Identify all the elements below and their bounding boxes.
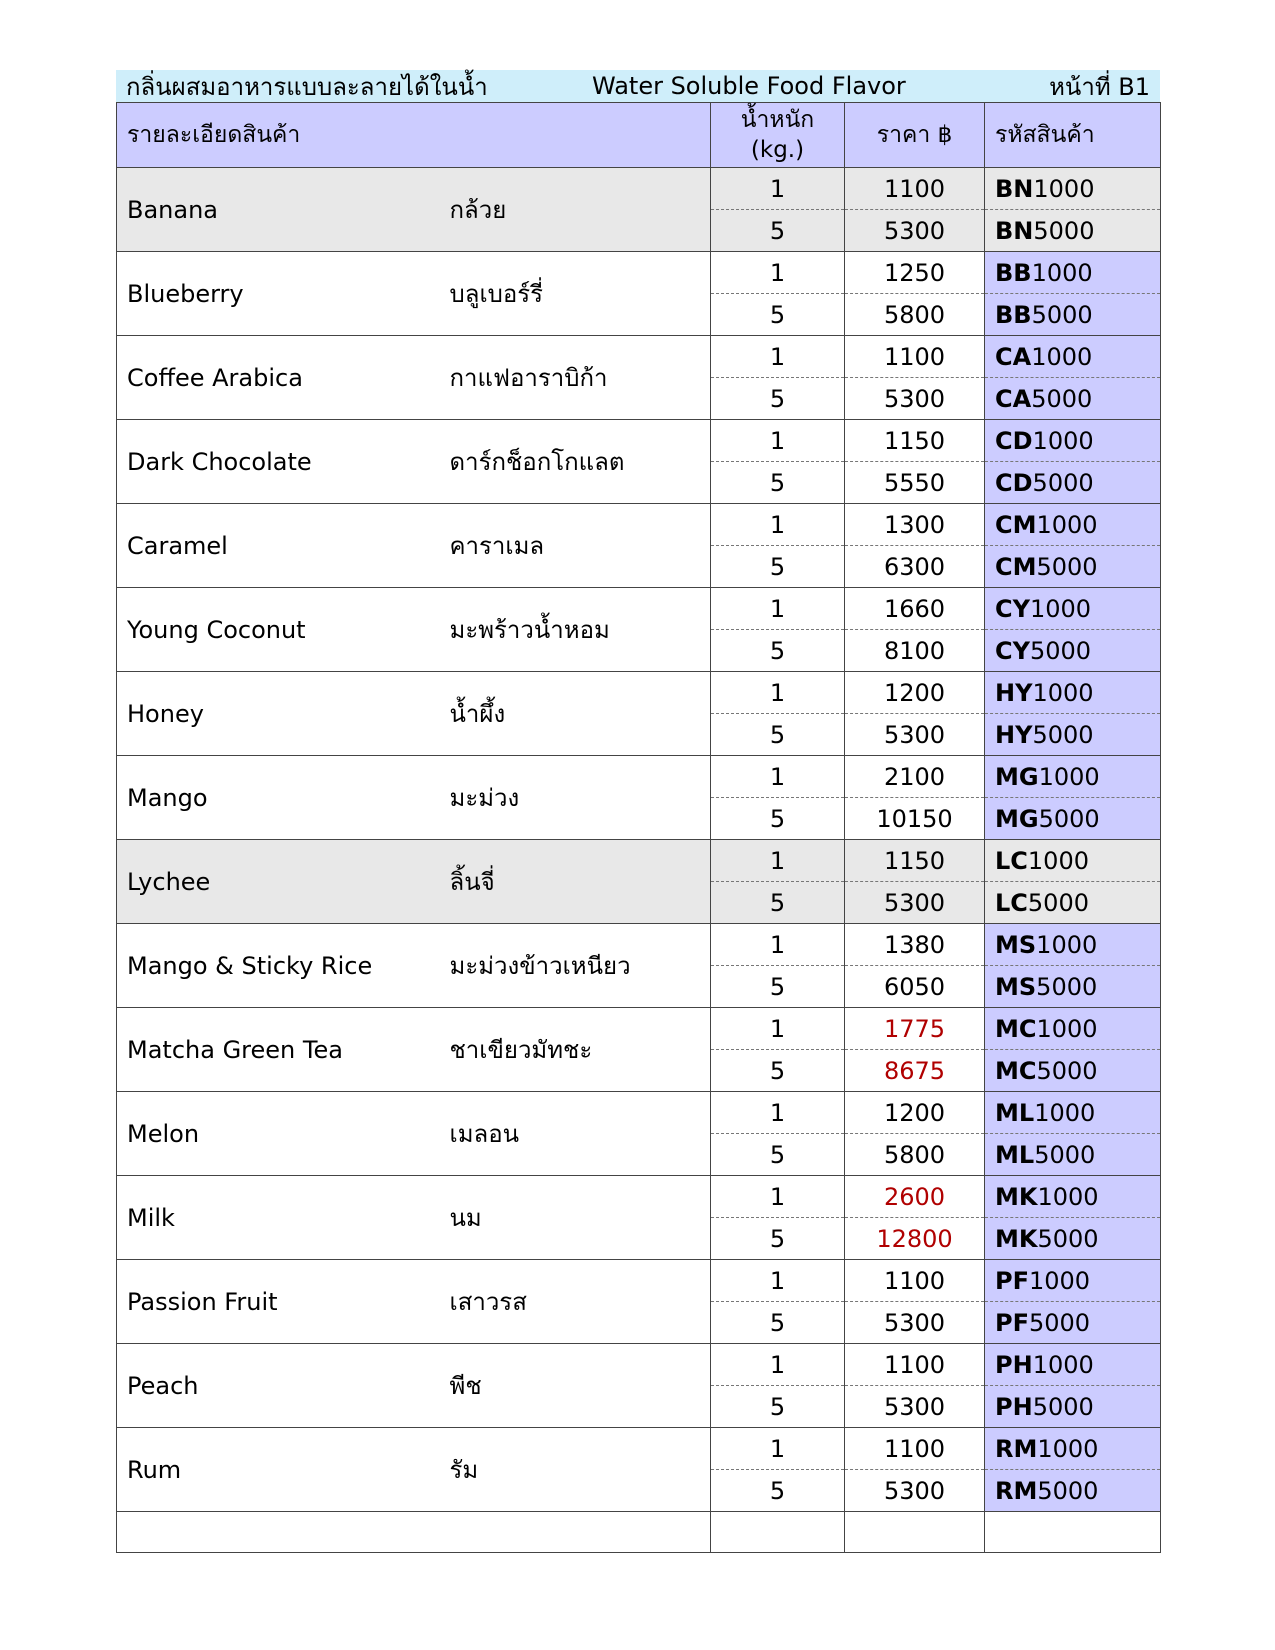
product-code-cell (985, 630, 1161, 672)
product-code-number: 1000 (1028, 1266, 1091, 1295)
product-code-prefix: MG (995, 762, 1039, 791)
product-code-number: 1000 (1034, 1098, 1096, 1127)
product-code-cell (985, 252, 1161, 294)
product-code-number: 1000 (1032, 426, 1094, 455)
product-code-number: 5000 (1037, 1224, 1099, 1253)
product-name-en: Young Coconut (117, 588, 435, 672)
product-name-th: ดาร์กช็อกโกแลต (435, 420, 711, 504)
english-title: Water Soluble Food Flavor (592, 72, 906, 100)
product-code-prefix: BN (995, 174, 1034, 203)
price-cell: 1100 (845, 336, 985, 378)
weight-cell: 1 (711, 252, 845, 294)
price-cell: 8675 (845, 1050, 985, 1092)
product-code-number: 1000 (1033, 174, 1095, 203)
product-code-cell (985, 336, 1161, 378)
weight-cell: 1 (711, 840, 845, 882)
table-row (117, 1092, 1161, 1134)
product-name-en: Mango & Sticky Rice (117, 924, 435, 1008)
product-code-cell (985, 672, 1161, 714)
product-code-cell (985, 1092, 1161, 1134)
product-code-cell (985, 924, 1161, 966)
column-header-price: ราคา ฿ (845, 103, 985, 168)
price-cell: 1150 (845, 420, 985, 462)
product-code-cell (985, 1050, 1161, 1092)
table-row (117, 168, 1161, 210)
product-code-prefix: CM (995, 552, 1037, 581)
product-code-prefix: CY (995, 636, 1030, 665)
product-code-number: 1000 (1031, 342, 1093, 371)
weight-cell: 1 (711, 1176, 845, 1218)
product-name-th: มะพร้าวน้ำหอม (435, 588, 711, 672)
price-cell: 5800 (845, 1134, 985, 1176)
product-code-number: 1000 (1036, 930, 1098, 959)
price-cell: 1100 (845, 168, 985, 210)
product-code-cell (985, 1302, 1161, 1344)
title-bar (116, 70, 1160, 102)
product-code-prefix: BB (995, 300, 1032, 329)
price-cell: 10150 (845, 798, 985, 840)
weight-cell: 5 (711, 546, 845, 588)
product-name-th: ชาเขียวมัทชะ (435, 1008, 711, 1092)
column-header-weight (711, 103, 845, 168)
weight-cell: 1 (711, 1428, 845, 1470)
weight-cell: 5 (711, 1050, 845, 1092)
product-code-prefix: CA (995, 384, 1032, 413)
price-cell: 2100 (845, 756, 985, 798)
column-header-code: รหัสสินค้า (985, 103, 1161, 168)
product-name-th: เสาวรส (435, 1260, 711, 1344)
product-code-cell (985, 1470, 1161, 1512)
price-cell: 5300 (845, 1302, 985, 1344)
weight-cell: 1 (711, 168, 845, 210)
product-code-prefix: MK (995, 1182, 1038, 1211)
price-cell: 1300 (845, 504, 985, 546)
product-code-cell (985, 168, 1161, 210)
weight-cell: 1 (711, 924, 845, 966)
product-code-prefix: LC (995, 888, 1028, 917)
weight-cell: 5 (711, 1218, 845, 1260)
price-cell: 6300 (845, 546, 985, 588)
product-code-number: 5000 (1032, 468, 1094, 497)
empty-cell (845, 1512, 985, 1553)
product-name-th: คาราเมล (435, 504, 711, 588)
price-cell: 1380 (845, 924, 985, 966)
weight-cell: 1 (711, 1008, 845, 1050)
product-code-cell (985, 1344, 1161, 1386)
weight-cell: 5 (711, 1470, 845, 1512)
weight-cell: 1 (711, 1260, 845, 1302)
product-code-cell (985, 1260, 1161, 1302)
price-cell: 1200 (845, 672, 985, 714)
product-code-prefix: MS (995, 930, 1037, 959)
product-code-cell (985, 1428, 1161, 1470)
product-code-number: 5000 (1031, 384, 1093, 413)
price-cell: 8100 (845, 630, 985, 672)
product-name-th: กาแฟอาราบิก้า (435, 336, 711, 420)
product-code-cell (985, 462, 1161, 504)
product-name-th: เมลอน (435, 1092, 711, 1176)
product-code-prefix: PF (995, 1266, 1029, 1295)
price-list-sheet (116, 70, 1160, 1553)
price-cell: 5300 (845, 210, 985, 252)
product-code-cell (985, 1176, 1161, 1218)
product-name-en: Caramel (117, 504, 435, 588)
product-code-prefix: HY (995, 720, 1033, 749)
product-name-th: นม (435, 1176, 711, 1260)
product-code-prefix: ML (995, 1140, 1035, 1169)
weight-cell: 1 (711, 420, 845, 462)
product-code-cell (985, 714, 1161, 756)
product-name-en: Coffee Arabica (117, 336, 435, 420)
price-cell: 1100 (845, 1428, 985, 1470)
product-code-cell (985, 546, 1161, 588)
product-code-cell (985, 294, 1161, 336)
product-code-cell (985, 882, 1161, 924)
product-code-number: 5000 (1037, 1476, 1099, 1505)
product-code-number: 1000 (1027, 846, 1089, 875)
empty-cell (117, 1512, 711, 1553)
weight-cell: 1 (711, 504, 845, 546)
weight-header-line1: น้ำหนัก (740, 107, 815, 133)
product-code-prefix: CA (995, 342, 1032, 371)
price-cell: 1100 (845, 1260, 985, 1302)
product-name-th: มะม่วง (435, 756, 711, 840)
product-name-en: Banana (117, 168, 435, 252)
product-name-th: รัม (435, 1428, 711, 1512)
product-code-prefix: MC (995, 1056, 1037, 1085)
product-code-prefix: CD (995, 468, 1033, 497)
product-code-prefix: PH (995, 1350, 1033, 1379)
product-code-number: 5000 (1036, 552, 1098, 581)
table-row (117, 1260, 1161, 1302)
price-cell: 5300 (845, 1386, 985, 1428)
price-cell: 5300 (845, 882, 985, 924)
product-code-number: 1000 (1032, 678, 1094, 707)
table-row (117, 1344, 1161, 1386)
price-cell: 1150 (845, 840, 985, 882)
table-row (117, 1008, 1161, 1050)
weight-cell: 1 (711, 1092, 845, 1134)
price-cell: 5300 (845, 714, 985, 756)
product-name-en: Peach (117, 1344, 435, 1428)
product-code-prefix: MS (995, 972, 1037, 1001)
product-code-number: 5000 (1028, 1308, 1091, 1337)
price-cell: 1200 (845, 1092, 985, 1134)
table-row (117, 672, 1161, 714)
price-cell: 1775 (845, 1008, 985, 1050)
product-code-number: 1000 (1038, 762, 1100, 791)
product-name-en: Rum (117, 1428, 435, 1512)
price-cell: 1100 (845, 1344, 985, 1386)
page-label: หน้าที่ B1 (1049, 72, 1150, 101)
weight-cell: 1 (711, 336, 845, 378)
column-header-description: รายละเอียดสินค้า (117, 103, 711, 168)
thai-title: กลิ่นผสมอาหารแบบละลายได้ในน้ำ (126, 72, 488, 101)
product-code-prefix: RM (995, 1434, 1038, 1463)
weight-cell: 5 (711, 210, 845, 252)
product-code-number: 5000 (1036, 972, 1098, 1001)
weight-cell: 5 (711, 882, 845, 924)
product-name-th: น้ำผึ้ง (435, 672, 711, 756)
product-code-cell (985, 1134, 1161, 1176)
product-code-number: 5000 (1038, 804, 1100, 833)
product-code-number: 1000 (1031, 258, 1093, 287)
price-cell: 5550 (845, 462, 985, 504)
product-name-en: Milk (117, 1176, 435, 1260)
product-code-number: 1000 (1036, 1014, 1098, 1043)
product-code-prefix: MG (995, 804, 1039, 833)
product-code-prefix: PH (995, 1392, 1033, 1421)
product-code-prefix: LC (995, 846, 1028, 875)
product-code-prefix: HY (995, 678, 1033, 707)
product-code-cell (985, 1218, 1161, 1260)
table-row (117, 420, 1161, 462)
product-code-number: 5000 (1030, 636, 1092, 665)
weight-cell: 5 (711, 1134, 845, 1176)
weight-cell: 1 (711, 672, 845, 714)
product-code-cell (985, 798, 1161, 840)
product-code-prefix: MC (995, 1014, 1037, 1043)
product-name-en: Lychee (117, 840, 435, 924)
price-cell: 2600 (845, 1176, 985, 1218)
weight-cell: 1 (711, 588, 845, 630)
price-cell: 5300 (845, 378, 985, 420)
empty-row (117, 1512, 1161, 1553)
product-name-en: Melon (117, 1092, 435, 1176)
product-name-th: บลูเบอร์รี่ (435, 252, 711, 336)
product-code-number: 1000 (1032, 1350, 1094, 1379)
weight-cell: 5 (711, 462, 845, 504)
price-cell: 5800 (845, 294, 985, 336)
product-code-cell (985, 966, 1161, 1008)
table-row (117, 1176, 1161, 1218)
product-code-number: 1000 (1037, 1182, 1099, 1211)
product-code-cell (985, 378, 1161, 420)
product-name-en: Dark Chocolate (117, 420, 435, 504)
table-row (117, 1428, 1161, 1470)
weight-cell: 5 (711, 966, 845, 1008)
product-name-en: Mango (117, 756, 435, 840)
product-code-prefix: ML (995, 1098, 1035, 1127)
product-code-number: 1000 (1037, 1434, 1099, 1463)
product-code-prefix: BB (995, 258, 1032, 287)
table-row (117, 924, 1161, 966)
weight-cell: 1 (711, 756, 845, 798)
price-cell: 1660 (845, 588, 985, 630)
weight-header-line2: (kg.) (750, 137, 805, 163)
product-code-number: 5000 (1032, 1392, 1094, 1421)
product-name-th: ลิ้นจี่ (435, 840, 711, 924)
price-cell: 6050 (845, 966, 985, 1008)
product-code-number: 5000 (1032, 720, 1094, 749)
product-code-number: 5000 (1031, 300, 1093, 329)
product-code-cell (985, 210, 1161, 252)
table-row (117, 252, 1161, 294)
empty-cell (711, 1512, 845, 1553)
product-code-number: 1000 (1030, 594, 1092, 623)
product-name-th: มะม่วงข้าวเหนียว (435, 924, 711, 1008)
product-code-cell (985, 756, 1161, 798)
product-code-number: 5000 (1034, 1140, 1096, 1169)
product-code-cell (985, 1008, 1161, 1050)
product-code-cell (985, 588, 1161, 630)
table-row (117, 504, 1161, 546)
product-code-cell (985, 1386, 1161, 1428)
product-code-prefix: CY (995, 594, 1030, 623)
table-row (117, 588, 1161, 630)
table-row (117, 336, 1161, 378)
weight-cell: 5 (711, 1302, 845, 1344)
product-code-prefix: MK (995, 1224, 1038, 1253)
product-name-en: Passion Fruit (117, 1260, 435, 1344)
product-code-cell (985, 504, 1161, 546)
price-cell: 1250 (845, 252, 985, 294)
product-name-en: Matcha Green Tea (117, 1008, 435, 1092)
product-name-th: กล้วย (435, 168, 711, 252)
table-row (117, 756, 1161, 798)
product-code-prefix: PF (995, 1308, 1029, 1337)
weight-cell: 5 (711, 378, 845, 420)
product-code-prefix: CM (995, 510, 1037, 539)
product-code-prefix: CD (995, 426, 1033, 455)
weight-cell: 5 (711, 294, 845, 336)
table-header-row (117, 103, 1161, 168)
weight-cell: 5 (711, 798, 845, 840)
table-row (117, 840, 1161, 882)
product-code-number: 5000 (1033, 216, 1095, 245)
product-name-en: Blueberry (117, 252, 435, 336)
weight-cell: 1 (711, 1344, 845, 1386)
product-code-number: 5000 (1036, 1056, 1098, 1085)
price-cell: 12800 (845, 1218, 985, 1260)
product-code-cell (985, 420, 1161, 462)
weight-cell: 5 (711, 1386, 845, 1428)
weight-cell: 5 (711, 630, 845, 672)
product-code-number: 1000 (1036, 510, 1098, 539)
price-table (116, 102, 1161, 1553)
empty-cell (985, 1512, 1161, 1553)
weight-cell: 5 (711, 714, 845, 756)
product-code-cell (985, 840, 1161, 882)
product-name-th: พีช (435, 1344, 711, 1428)
product-code-prefix: BN (995, 216, 1034, 245)
product-name-en: Honey (117, 672, 435, 756)
product-code-prefix: RM (995, 1476, 1038, 1505)
price-cell: 5300 (845, 1470, 985, 1512)
product-code-number: 5000 (1027, 888, 1089, 917)
